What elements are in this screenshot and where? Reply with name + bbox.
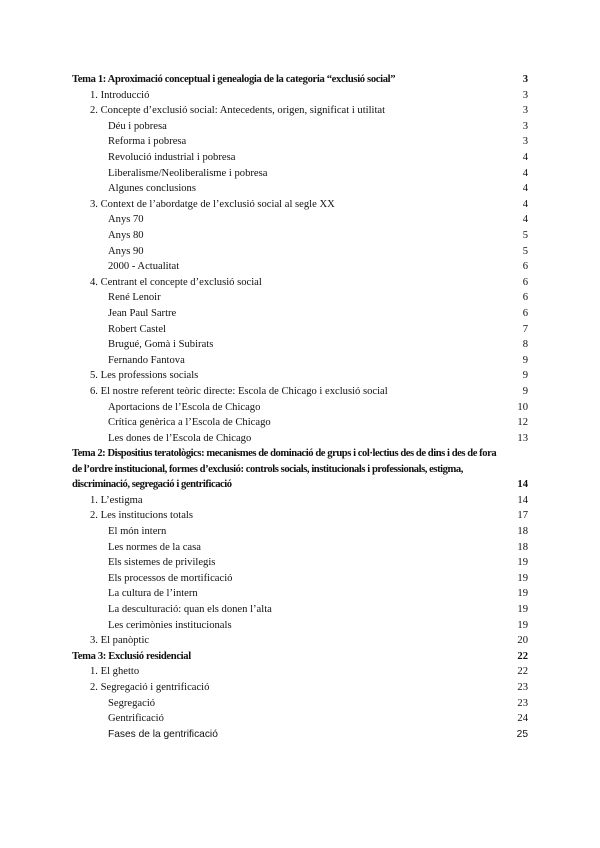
toc-entry-title: Els sistemes de privilegis (108, 557, 216, 569)
toc-entry[interactable] (72, 103, 528, 119)
toc-entry-page: 3 (522, 74, 528, 85)
toc-entry-page: 3 (522, 89, 528, 101)
toc-entry-title: Tema 3: Exclusió residencial (72, 650, 191, 662)
toc-entry-tema-3[interactable] (72, 649, 528, 665)
toc-entry-page: 25 (516, 728, 528, 740)
toc-entry-page: 14 (517, 479, 528, 491)
toc-entry-page: 3 (522, 136, 528, 148)
toc-entry-page: 6 (522, 308, 528, 319)
toc-entry-page: 17 (517, 510, 528, 522)
toc-entry-title: 2. Concepte d’exclusió social: Antecedents, origen, significat i utilitat (90, 105, 386, 117)
toc-entry-title: 1. Introducció (90, 89, 150, 101)
toc-entry-title: 2000 - Actualitat (108, 261, 180, 273)
toc-entry-title: Robert Castel (108, 323, 166, 335)
toc-entry-title: Anys 70 (108, 214, 144, 226)
toc-entry[interactable] (72, 134, 528, 150)
toc-entry-page: 20 (517, 635, 528, 647)
toc-entry-page: 4 (522, 152, 528, 163)
toc-entry-title: Brugué, Gomà i Subirats (108, 339, 214, 351)
toc-entry-title: Gentrificació (108, 713, 164, 725)
toc-entry-page: 19 (517, 572, 528, 584)
toc-entry-title: Reforma i pobresa (108, 136, 187, 148)
toc-entry-title: 2. Les institucions totals (90, 510, 193, 522)
toc-entry-title: Fases de la gentrificació (108, 728, 218, 740)
toc-entry-tema-2[interactable] (72, 446, 528, 492)
toc-entry-title: Déu i pobresa (108, 120, 167, 132)
toc-entry-title: René Lenoir (108, 292, 161, 304)
toc-entry[interactable] (72, 384, 528, 400)
toc-entry[interactable] (72, 586, 528, 602)
toc-entry[interactable] (72, 275, 528, 291)
toc-entry-tema-1[interactable] (72, 72, 528, 88)
toc-entry-page: 14 (517, 494, 528, 506)
toc-entry[interactable] (72, 633, 528, 649)
toc-entry-title: Les normes de la casa (108, 541, 201, 553)
toc-entry[interactable] (72, 244, 528, 260)
toc-entry-page: 7 (522, 323, 528, 335)
toc-entry[interactable] (72, 696, 528, 712)
toc-entry-page: 8 (522, 339, 528, 351)
toc-entry[interactable] (72, 181, 528, 197)
toc-entry[interactable] (72, 119, 528, 135)
toc-entry[interactable] (72, 571, 528, 587)
toc-entry-page: 23 (517, 697, 528, 709)
toc-entry-title: 6. El nostre referent teòric directe: Escola de Chicago i exclusió social (90, 386, 388, 397)
toc-entry-page: 18 (517, 541, 528, 553)
toc-entry-page: 19 (517, 588, 528, 600)
toc-entry-page: 5 (522, 245, 528, 257)
toc-entry[interactable] (72, 259, 528, 275)
toc-entry-page: 19 (517, 619, 528, 631)
toc-entry-page: 4 (522, 183, 528, 195)
toc-entry[interactable] (72, 306, 528, 322)
toc-entry-page: 4 (522, 198, 528, 210)
toc-entry-title: Crítica genèrica a l’Escola de Chicago (108, 417, 271, 429)
toc-entry-page: 19 (517, 604, 528, 615)
toc-entry-title: Revolució industrial i pobresa (108, 152, 236, 163)
toc-entry-page: 12 (517, 417, 528, 429)
toc-entry-title: 5. Les professions socials (90, 370, 199, 382)
toc-entry-title: Fernando Fantova (108, 354, 185, 366)
toc-entry-title: Liberalisme/Neoliberalisme i pobresa (108, 167, 268, 179)
toc-entry-page: 10 (517, 401, 528, 413)
toc-entry[interactable] (72, 524, 528, 540)
toc-entry-page: 3 (522, 120, 528, 132)
toc-entry-title: Els processos de mortificació (108, 572, 233, 584)
toc-entry-title: La desculturació: quan els donen l’alta (108, 604, 272, 615)
toc-entry-title: 4. Centrant el concepte d’exclusió social (90, 276, 262, 288)
toc-entry-title: Segregació (108, 697, 156, 709)
toc-entry[interactable] (72, 680, 528, 696)
toc-entry-page: 3 (522, 105, 528, 117)
toc-entry[interactable] (72, 228, 528, 244)
toc-entry[interactable] (72, 415, 528, 431)
toc-entry-page: 24 (517, 713, 528, 725)
toc-entry-page: 9 (522, 386, 528, 397)
toc-entry-page: 6 (522, 261, 528, 273)
toc-entry-page: 9 (522, 354, 528, 366)
toc-entry-title: La cultura de l’intern (108, 588, 198, 600)
toc-entry-title: 1. El ghetto (90, 666, 140, 678)
toc-entry-title: Les dones de l’Escola de Chicago (108, 432, 252, 444)
toc-entry-page: 4 (522, 214, 528, 226)
toc-entry[interactable] (72, 197, 528, 213)
toc-entry-title: Tema 2: Dispositius teratològics: mecanismes de dominació de grups i col·lectius des de dins i des de fora de l’ordre institucional, formes d’exclusió: controls socials, institucionals i professionals, estigma, discriminació, segregació i gentrificació (72, 448, 497, 491)
toc-entry[interactable] (72, 618, 528, 634)
toc-entry[interactable] (72, 664, 528, 680)
toc-entry-page: 22 (517, 650, 528, 662)
toc-entry-page: 4 (522, 167, 528, 179)
toc-entry[interactable] (72, 166, 528, 182)
toc-entry-title: Jean Paul Sartre (108, 308, 177, 319)
toc-entry[interactable] (72, 353, 528, 369)
toc-entry-title: El món intern (108, 526, 167, 537)
toc-entry[interactable] (72, 368, 528, 384)
toc-entry[interactable] (72, 508, 528, 524)
toc-entry-page: 9 (522, 370, 528, 382)
toc-entry[interactable] (72, 322, 528, 338)
toc-entry[interactable] (72, 540, 528, 556)
toc-entry-page: 22 (517, 666, 528, 678)
toc-entry-title: Tema 1: Aproximació conceptual i genealogia de la categoria “exclusió social” (72, 74, 396, 85)
toc-entry[interactable] (72, 493, 528, 509)
toc-entry[interactable] (72, 400, 528, 416)
toc-entry[interactable] (72, 602, 528, 618)
toc-entry-title: 2. Segregació i gentrificació (90, 682, 210, 693)
toc-entry[interactable] (72, 337, 528, 353)
toc-entry-title: 3. Context de l’abordatge de l’exclusió social al segle XX (90, 198, 335, 210)
toc-entry[interactable] (72, 212, 528, 228)
toc-entry-page: 6 (522, 276, 528, 288)
toc-entry-page: 13 (517, 432, 528, 444)
toc-entry[interactable] (72, 150, 528, 166)
toc-entry[interactable] (72, 555, 528, 571)
toc-entry-page: 18 (517, 526, 528, 537)
toc-entry-title: Algunes conclusions (108, 183, 196, 195)
toc-entry-title: Anys 80 (108, 230, 144, 241)
toc-entry-page: 23 (517, 682, 528, 693)
toc-entry-page: 19 (517, 557, 528, 569)
toc-entry[interactable] (72, 727, 528, 743)
toc-entry[interactable] (72, 88, 528, 104)
toc-entry[interactable] (72, 290, 528, 306)
toc-entry[interactable] (72, 431, 528, 447)
toc-entry-page: 5 (522, 230, 528, 241)
toc-entry-title: Les cerimònies institucionals (108, 619, 232, 631)
toc-entry[interactable] (72, 711, 528, 727)
toc-entry-page: 6 (522, 292, 528, 304)
toc-entry-title: 1. L’estigma (90, 494, 143, 506)
toc-entry-title: Aportacions de l’Escola de Chicago (108, 401, 261, 413)
toc-entry-title: 3. El panòptic (90, 635, 150, 647)
toc-entry-title: Anys 90 (108, 245, 144, 257)
